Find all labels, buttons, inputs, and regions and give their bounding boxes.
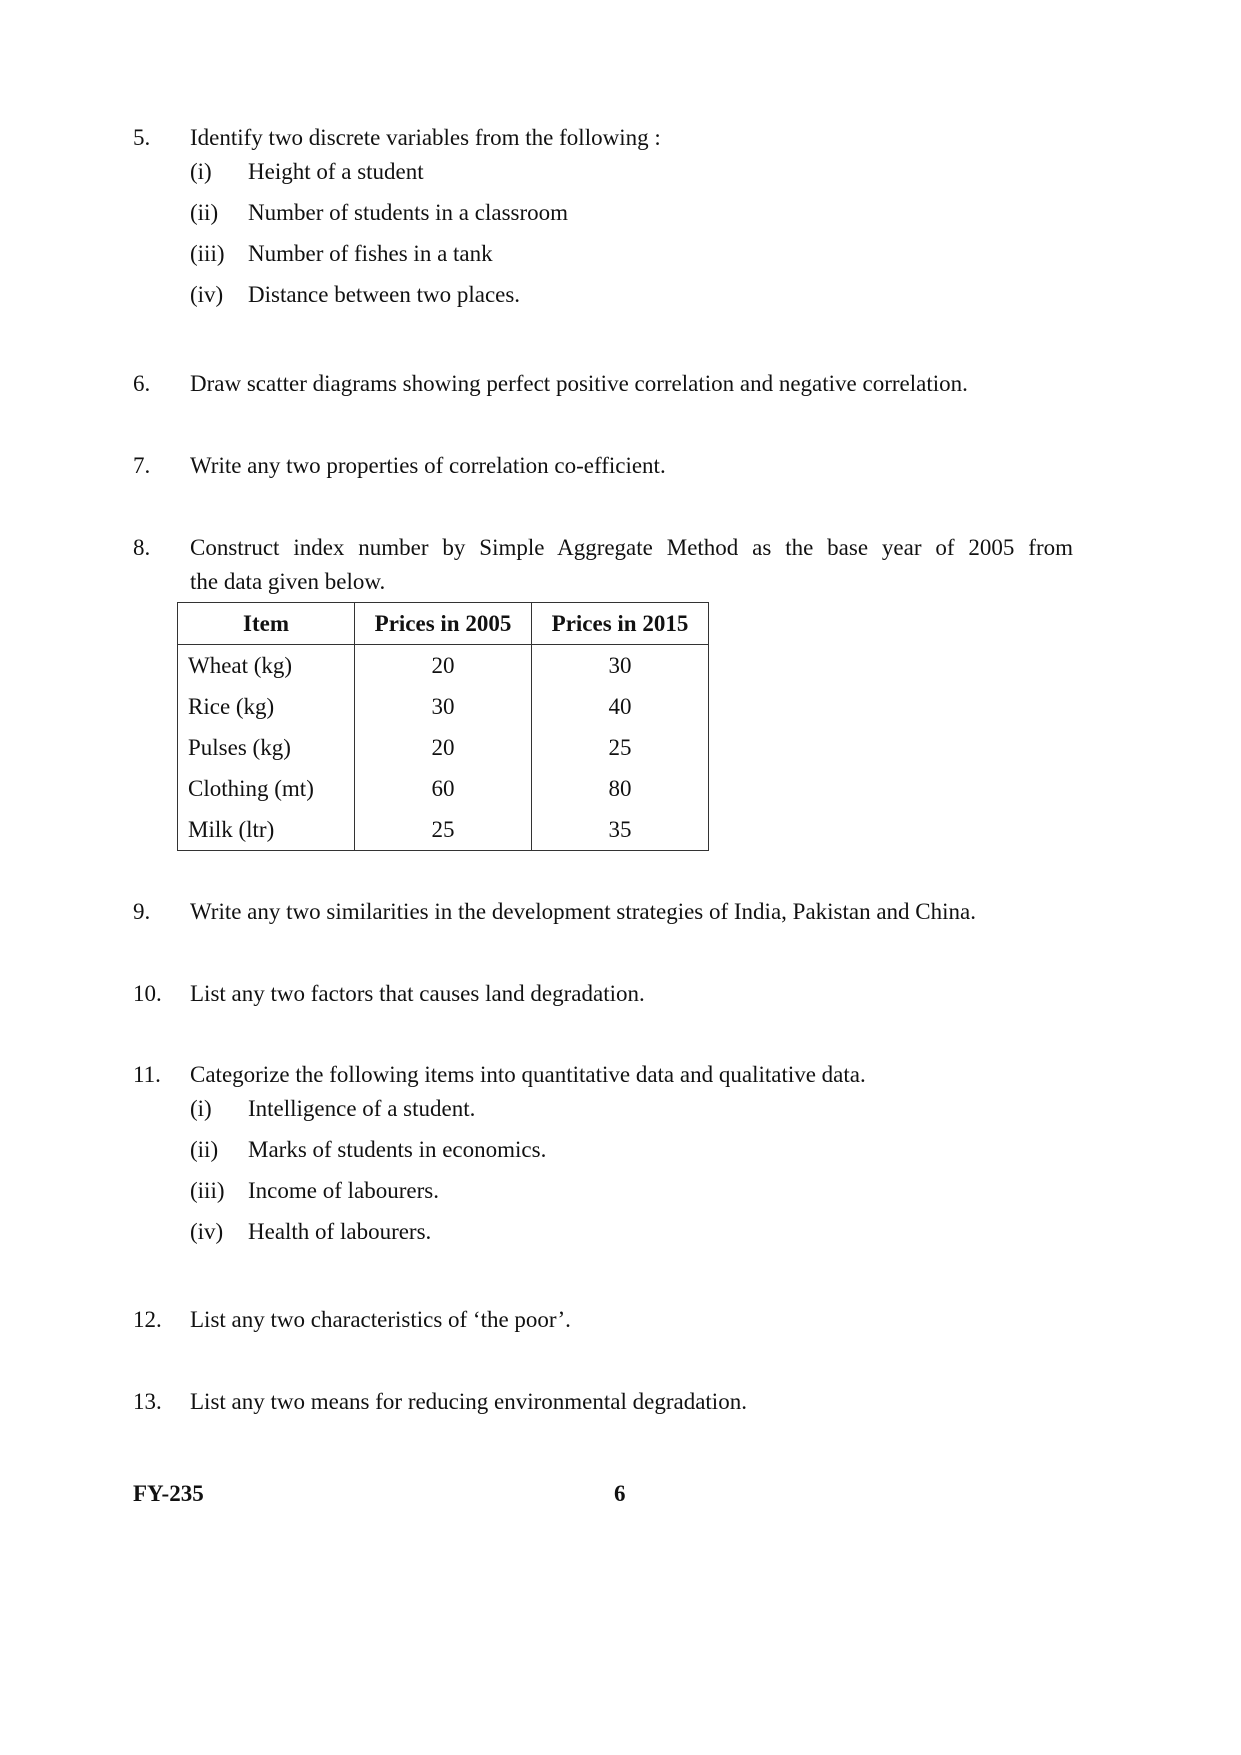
question-number: 5. — [133, 125, 151, 150]
option-text: Distance between two places. — [248, 282, 521, 308]
question-7 — [133, 452, 1073, 480]
question-text: Write any two properties of correlation co-efficient. — [190, 453, 666, 478]
question-number: 9. — [133, 899, 151, 924]
option-label: (i) — [190, 159, 212, 185]
header-item: Item — [178, 603, 355, 645]
question-text: Write any two similarities in the development strategies of India, Pakistan and China. — [190, 899, 976, 924]
question-text: List any two means for reducing environmental degradation. — [190, 1389, 747, 1414]
option-label: (ii) — [190, 1137, 219, 1163]
question-text: List any two factors that causes land degradation. — [190, 981, 645, 1006]
question-text-line-2: the data given below. — [190, 568, 386, 594]
cell-price-2005: 20 — [355, 727, 532, 768]
question-number: 8. — [133, 535, 151, 560]
question-number: 10. — [133, 981, 162, 1006]
question-number: 11. — [133, 1062, 161, 1087]
question-text-line-1: Construct index number by Simple Aggregate Method as the base year of 2005 from — [190, 535, 1073, 560]
option-iv — [190, 1212, 1073, 1253]
cell-item: Wheat (kg) — [178, 645, 355, 687]
table-header-row — [178, 603, 709, 645]
question-text: Draw scatter diagrams showing perfect positive correlation and negative correlation. — [190, 371, 968, 396]
option-label: (iv) — [190, 1219, 224, 1245]
option-text: Number of fishes in a tank — [248, 241, 493, 267]
question-8 — [133, 534, 1073, 595]
table-row — [178, 809, 709, 851]
question-number: 13. — [133, 1389, 162, 1414]
cell-item: Milk (ltr) — [178, 809, 355, 851]
cell-price-2015: 80 — [532, 768, 709, 809]
option-text: Number of students in a classroom — [248, 200, 569, 226]
paper-code: FY-235 — [133, 1481, 204, 1506]
question-number: 6. — [133, 371, 151, 396]
price-table — [177, 602, 709, 851]
option-iii — [190, 1171, 1073, 1212]
cell-item: Pulses (kg) — [178, 727, 355, 768]
question-11 — [133, 1061, 1073, 1253]
question-number: 12. — [133, 1307, 162, 1332]
question-6 — [133, 370, 1073, 398]
page-number: 6 — [614, 1481, 626, 1506]
option-iv — [190, 275, 1073, 316]
option-label: (i) — [190, 1096, 212, 1122]
table-row — [178, 727, 709, 768]
cell-price-2005: 30 — [355, 686, 532, 727]
question-12 — [133, 1306, 1073, 1334]
option-ii — [190, 1130, 1073, 1171]
option-i — [190, 152, 1073, 193]
cell-price-2015: 40 — [532, 686, 709, 727]
question-number: 7. — [133, 453, 151, 478]
option-label: (iii) — [190, 1178, 225, 1204]
option-label: (iii) — [190, 241, 225, 267]
question-5 — [133, 124, 1073, 316]
question-13 — [133, 1388, 1073, 1416]
table-row — [178, 686, 709, 727]
option-text: Income of labourers. — [248, 1178, 439, 1204]
cell-price-2005: 20 — [355, 645, 532, 687]
table-row — [178, 645, 709, 687]
question-text: Identify two discrete variables from the following : — [190, 125, 661, 150]
cell-price-2015: 25 — [532, 727, 709, 768]
cell-price-2015: 30 — [532, 645, 709, 687]
cell-item: Clothing (mt) — [178, 768, 355, 809]
cell-price-2015: 35 — [532, 809, 709, 851]
cell-price-2005: 60 — [355, 768, 532, 809]
header-prices-2015: Prices in 2015 — [532, 603, 709, 645]
option-ii — [190, 193, 1073, 234]
cell-item: Rice (kg) — [178, 686, 355, 727]
option-i — [190, 1089, 1073, 1130]
option-text: Marks of students in economics. — [248, 1137, 547, 1163]
option-label: (iv) — [190, 282, 224, 308]
question-10 — [133, 980, 1073, 1008]
option-text: Intelligence of a student. — [248, 1096, 476, 1122]
option-text: Height of a student — [248, 159, 424, 185]
cell-price-2005: 25 — [355, 809, 532, 851]
question-9 — [133, 898, 1073, 926]
table-row — [178, 768, 709, 809]
option-label: (ii) — [190, 200, 219, 226]
header-prices-2005: Prices in 2005 — [355, 603, 532, 645]
option-text: Health of labourers. — [248, 1219, 432, 1245]
option-iii — [190, 234, 1073, 275]
question-text: Categorize the following items into quantitative data and qualitative data. — [190, 1062, 866, 1087]
question-text: List any two characteristics of ‘the poor’. — [190, 1307, 571, 1332]
